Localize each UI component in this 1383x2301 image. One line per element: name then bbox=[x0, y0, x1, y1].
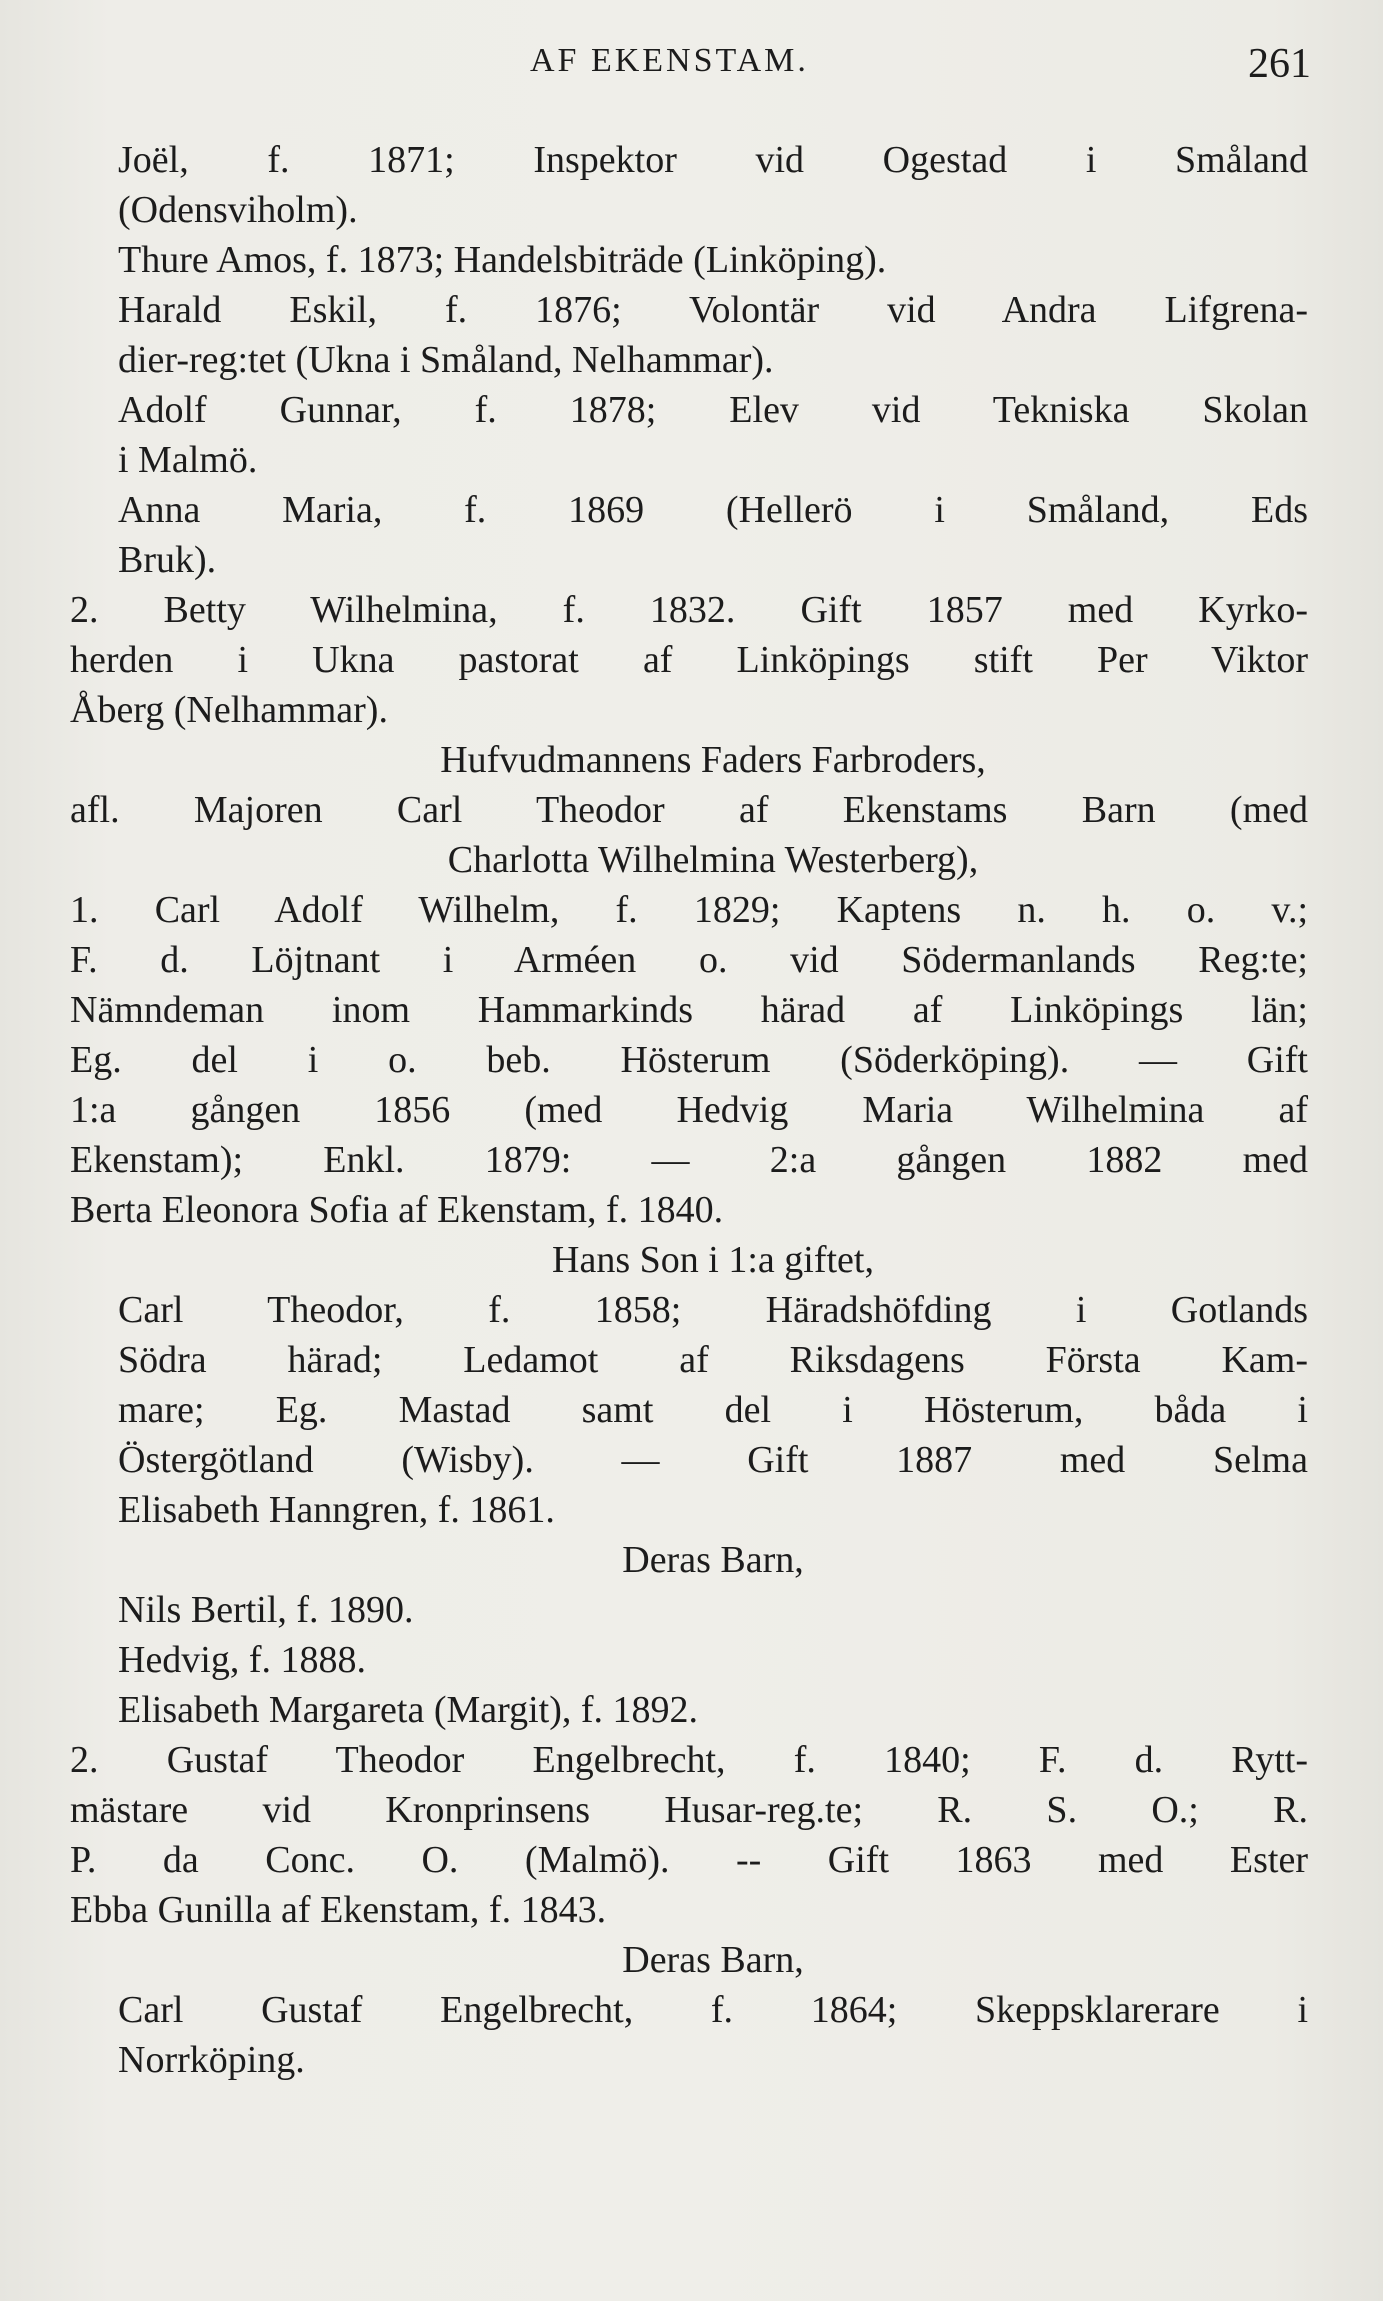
text-line: Elisabeth Hanngren, f. 1861. bbox=[118, 1489, 555, 1531]
text-line: F. d. Löjtnant i Arméen o. vid Södermanlands Reg:te; bbox=[70, 939, 1308, 981]
text-line: Norrköping. bbox=[118, 2039, 305, 2081]
text-line: 1:a gången 1856 (med Hedvig Maria Wilhelmina af bbox=[70, 1089, 1308, 1131]
text-line: Ebba Gunilla af Ekenstam, f. 1843. bbox=[70, 1889, 607, 1931]
text-line: 2. Betty Wilhelmina, f. 1832. Gift 1857 med Kyrko- bbox=[70, 589, 1308, 631]
text-line: Deras Barn, bbox=[622, 1939, 804, 1981]
text-line: Ekenstam); Enkl. 1879: — 2:a gången 1882 med bbox=[70, 1139, 1308, 1181]
page-body bbox=[70, 135, 1308, 2085]
text-line: Eg. del i o. beb. Hösterum (Söderköping). — Gift bbox=[70, 1039, 1308, 1081]
text-line: Anna Maria, f. 1869 (Hellerö i Småland, Eds bbox=[118, 489, 1308, 531]
text-line: 1. Carl Adolf Wilhelm, f. 1829; Kaptens n. h. o. v.; bbox=[70, 889, 1308, 931]
text-line: Nämndeman inom Hammarkinds härad af Linköpings län; bbox=[70, 989, 1308, 1031]
running-title: AF EKENSTAM. bbox=[530, 42, 809, 79]
text-line: dier-reg:tet (Ukna i Småland, Nelhammar). bbox=[118, 339, 774, 381]
text-line: (Odensviholm). bbox=[118, 189, 358, 231]
text-line: Carl Theodor, f. 1858; Häradshöfding i Gotlands bbox=[118, 1289, 1308, 1331]
text-line: Nils Bertil, f. 1890. bbox=[118, 1589, 414, 1631]
text-line: Harald Eskil, f. 1876; Volontär vid Andra Lifgrena- bbox=[118, 289, 1308, 331]
text-line: Thure Amos, f. 1873; Handelsbiträde (Linköping). bbox=[118, 239, 887, 281]
text-line: afl. Majoren Carl Theodor af Ekenstams Barn (med bbox=[70, 789, 1308, 831]
text-line: Södra härad; Ledamot af Riksdagens Första Kam- bbox=[118, 1339, 1308, 1381]
text-line: 2. Gustaf Theodor Engelbrecht, f. 1840; F. d. Rytt- bbox=[70, 1739, 1308, 1781]
text-line: i Malmö. bbox=[118, 439, 258, 481]
text-line: Hufvudmannens Faders Farbroders, bbox=[440, 739, 986, 781]
text-line: Berta Eleonora Sofia af Ekenstam, f. 1840. bbox=[70, 1189, 724, 1231]
text-line: Deras Barn, bbox=[622, 1539, 804, 1581]
text-line: Åberg (Nelhammar). bbox=[70, 689, 388, 731]
text-line: mare; Eg. Mastad samt del i Hösterum, båda i bbox=[118, 1389, 1308, 1431]
text-line: Östergötland (Wisby). — Gift 1887 med Selma bbox=[118, 1439, 1308, 1481]
text-line: Hedvig, f. 1888. bbox=[118, 1639, 367, 1681]
text-line: Joël, f. 1871; Inspektor vid Ogestad i Småland bbox=[118, 139, 1308, 181]
page-number: 261 bbox=[1248, 41, 1311, 87]
text-line: Bruk). bbox=[118, 539, 217, 581]
text-line: Elisabeth Margareta (Margit), f. 1892. bbox=[118, 1689, 699, 1731]
text-line: herden i Ukna pastorat af Linköpings stift Per Viktor bbox=[70, 639, 1308, 681]
text-line: Hans Son i 1:a giftet, bbox=[552, 1239, 874, 1281]
text-line: mästare vid Kronprinsens Husar-reg.te; R. S. O.; R. bbox=[70, 1789, 1308, 1831]
text-line: Adolf Gunnar, f. 1878; Elev vid Tekniska Skolan bbox=[118, 389, 1308, 431]
text-line: Charlotta Wilhelmina Westerberg), bbox=[447, 839, 979, 881]
text-line: P. da Conc. O. (Malmö). -- Gift 1863 med Ester bbox=[70, 1839, 1308, 1881]
page-header bbox=[0, 40, 1383, 90]
text-line: Carl Gustaf Engelbrecht, f. 1864; Skeppsklarerare i bbox=[118, 1989, 1308, 2031]
